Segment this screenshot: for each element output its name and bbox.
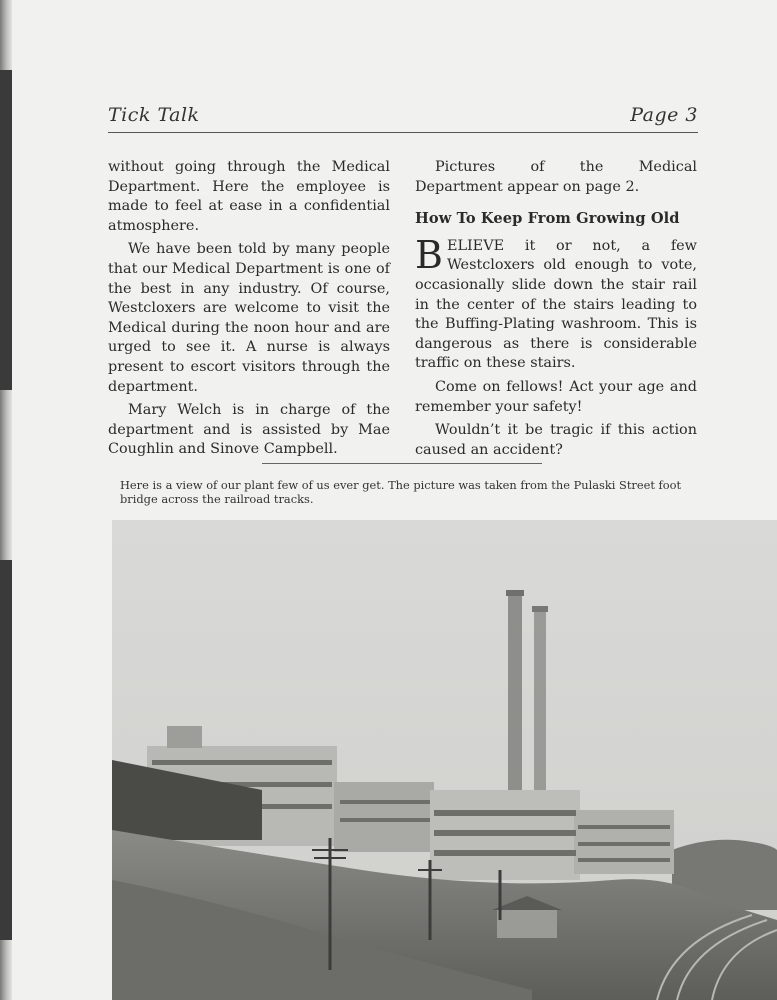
binding-shadow	[0, 560, 12, 940]
paragraph: Mary Welch is in charge of the department and is assisted by Mae Coughlin and Sinove Campbell.	[108, 402, 390, 458]
photo-caption: Here is a view of our plant few of us ever get. The picture was taken from the Pulaski Street foot bridge across the railroad tracks.	[120, 478, 682, 506]
paragraph: We have been told by many people that our Medical Department is one of the best in any industry. Of course, Westcloxers are welcome to visit the Medical during the noon hour and are urged to see it. A nurse is always present to escort visitors through the department.	[108, 241, 390, 395]
binding-shadow	[0, 70, 12, 390]
drop-cap: B	[415, 232, 443, 277]
paragraph: without going through the Medical Department. Here the employee is made to feel at ease in a confidential atmosphere.	[108, 159, 390, 234]
page-header	[108, 104, 698, 133]
right-column	[415, 158, 697, 464]
divider	[262, 463, 542, 464]
page-number: Page 3	[630, 104, 698, 126]
factory-plant-photo	[112, 520, 777, 1000]
paragraph: Pictures of the Medical Department appear on page 2.	[415, 159, 697, 195]
article-heading: How To Keep From Growing Old	[415, 210, 680, 228]
article-first-paragraph	[415, 232, 697, 374]
paragraph: Come on fellows! Act your age and remember your safety!	[415, 378, 697, 415]
paragraph: Wouldn’t it be tragic if this action caused an accident?	[415, 422, 697, 458]
article-body: ELIEVE it or not, a few Westcloxers old enough to vote, occasionally slide down the stair rail in the center of the stairs leading to the Buffing-Plating washroom. This is dangerous as there is considerable traffic on these stairs.	[415, 237, 697, 372]
left-column	[108, 158, 390, 464]
publication-title: Tick Talk	[108, 104, 200, 126]
